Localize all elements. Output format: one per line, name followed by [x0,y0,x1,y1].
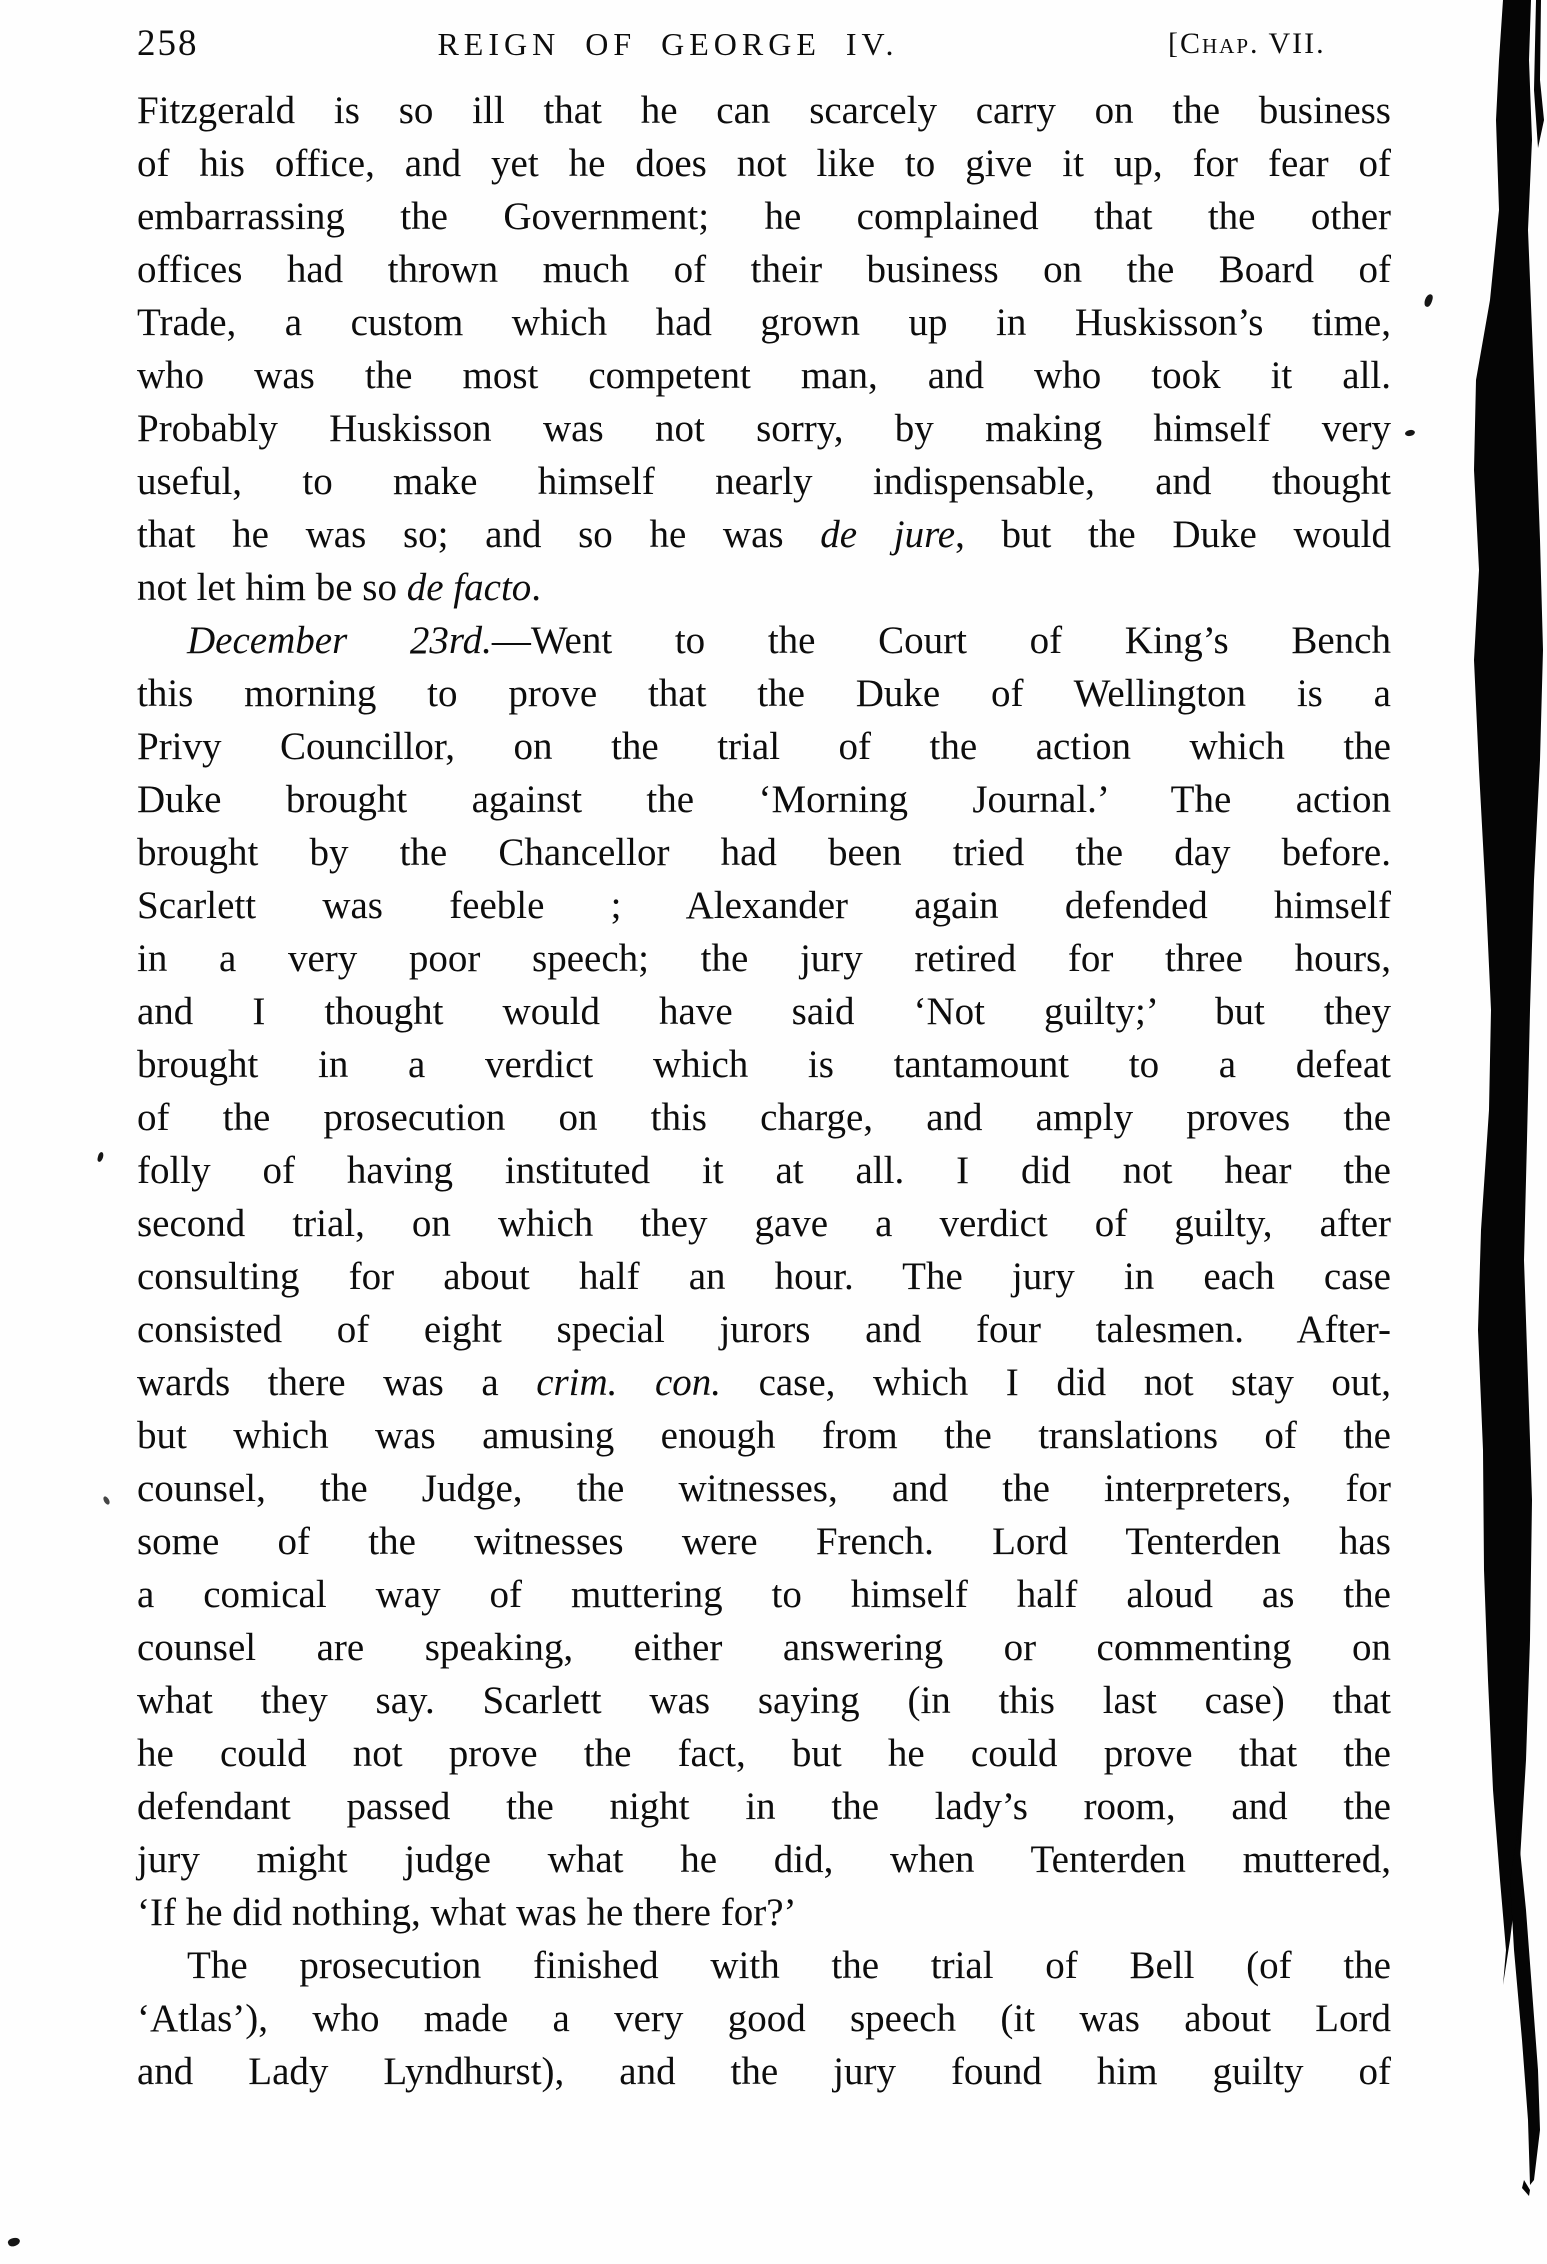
text-line: a comical way of muttering to himself half aloud as the [137,1573,1391,1616]
text-line: but which was amusing enough from the translations of the [137,1414,1391,1457]
text-line: he could not prove the fact, but he could prove that the [137,1732,1391,1775]
text-line: of the prosecution on this charge, and amply proves the [137,1096,1391,1139]
text-line: second trial, on which they gave a verdict of guilty, after [137,1202,1391,1245]
chapter-reference: [Chap. VII. [1168,27,1326,60]
text-line: ‘Atlas’), who made a very good speech (it was about Lord [137,1997,1391,2040]
ink-speck [1423,293,1434,308]
ink-speck [7,2236,21,2248]
text-line: December 23rd.—Went to the Court of King’s Bench [187,619,1391,662]
text-line: who was the most competent man, and who took it all. [137,354,1391,397]
text-line: Duke brought against the ‘Morning Journal.’ The action [137,778,1391,821]
text-line: some of the witnesses were French. Lord Tenterden has [137,1520,1391,1563]
ink-speck [1404,429,1415,437]
text-line: what they say. Scarlett was saying (in this last case) that [137,1679,1391,1722]
text-line: Trade, a custom which had grown up in Huskisson’s time, [137,301,1391,344]
text-line: in a very poor speech; the jury retired for three hours, [137,937,1391,980]
text-line: brought by the Chancellor had been tried the day before. [137,831,1391,874]
text-line: consulting for about half an hour. The jury in each case [137,1255,1391,1298]
text-line: folly of having instituted it at all. I did not hear the [137,1149,1391,1192]
text-line: wards there was a crim. con. case, which I did not stay out, [137,1361,1392,1404]
text-line: jury might judge what he did, when Tenterden muttered, [137,1838,1391,1881]
text-line: that he was so; and so he was de jure, but the Duke would [137,513,1392,556]
ink-speck [97,1152,104,1163]
text-line: this morning to prove that the Duke of Wellington is a [137,672,1391,715]
text-line: Privy Councillor, on the trial of the action which the [137,725,1391,768]
text-line: offices had thrown much of their business on the Board of [137,248,1391,291]
text-line: and I thought would have said ‘Not guilty;’ but they [137,990,1391,1033]
text-line: and Lady Lyndhurst), and the jury found him guilty of [137,2050,1391,2093]
text-line: consisted of eight special jurors and four talesmen. After- [137,1308,1391,1351]
text-line: The prosecution finished with the trial of Bell (of the [187,1944,1391,1987]
page-number: 258 [137,23,199,64]
text-line: ‘If he did nothing, what was he there for?’ [137,1891,797,1934]
text-line: Scarlett was feeble ; Alexander again defended himself [137,884,1391,927]
text-line: of his office, and yet he does not like to give it up, for fear of [137,142,1391,185]
text-line: embarrassing the Government; he complained that the other [137,195,1391,238]
text-line: defendant passed the night in the lady’s room, and the [137,1785,1391,1828]
running-title: REIGN OF GEORGE IV. [437,26,899,62]
ink-speck [102,1495,111,1505]
text-line: counsel are speaking, either answering or commenting on [137,1626,1391,1669]
text-line: Fitzgerald is so ill that he can scarcely carry on the business [137,89,1391,132]
text-line: Probably Huskisson was not sorry, by making himself very [137,407,1391,450]
text-block [137,84,1391,2098]
text-line: useful, to make himself nearly indispensable, and thought [137,460,1391,503]
text-line: not let him be so de facto. [137,566,542,609]
text-line: counsel, the Judge, the witnesses, and the interpreters, for [137,1467,1391,1510]
text-line: brought in a verdict which is tantamount to a defeat [137,1043,1391,1086]
